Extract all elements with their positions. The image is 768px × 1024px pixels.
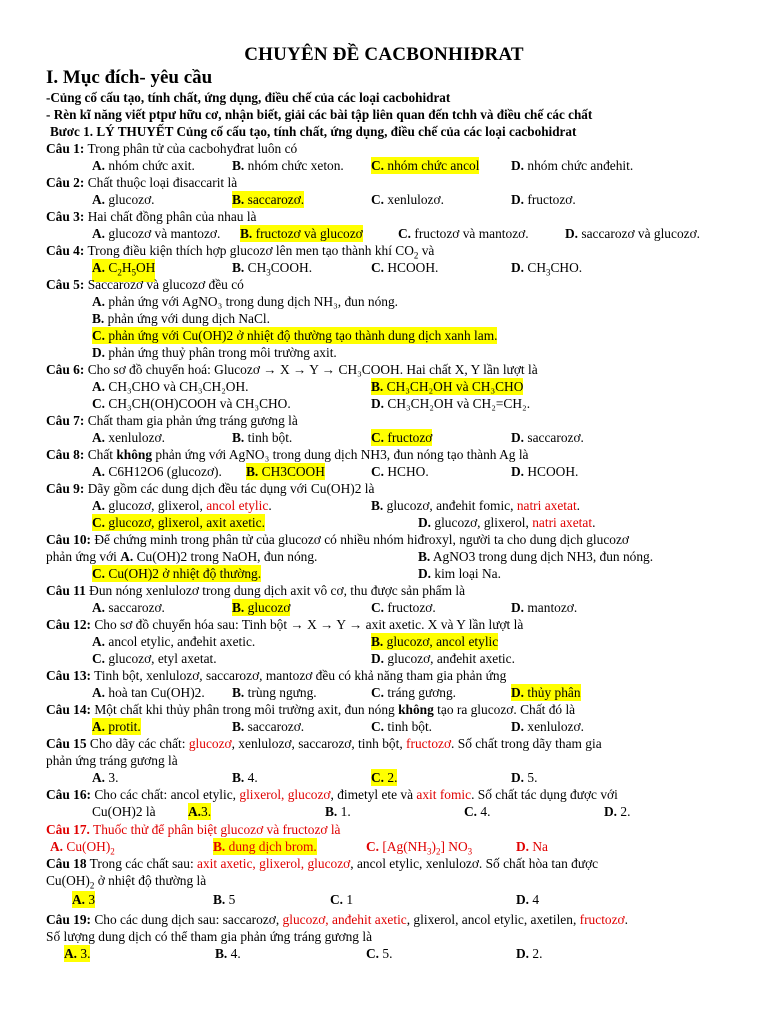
question-11: Câu 11 Đun nóng xenlulozơ trong dung dịch axit vô cơ, thu được sản phẩm là xyxy=(46,583,466,598)
question-10: Câu 10: Để chứng minh trong phân tử của glucozơ có nhiều nhóm hiđroxyl, người ta cho dung dịch glucozơ xyxy=(46,532,630,547)
option-a: A. nhóm chức axit. xyxy=(92,158,195,173)
intro-line-1: -Củng cố cấu tạo, tính chất, ứng dụng, điều chế của các loại cacbohidrat xyxy=(46,90,451,105)
question-18: Câu 18 Trong các chất sau: axit axetic, glixerol, glucozơ, ancol etylic, xenlulozơ. Số chất hòa tan được xyxy=(46,856,599,871)
question-5: Câu 5: Saccarozơ và glucozơ đều có xyxy=(46,277,244,292)
question-14: Câu 14: Một chất khi thủy phân trong môi trường axit, đun nóng không tạo ra glucozơ. Chất đó là xyxy=(46,702,576,717)
question-2: Câu 2: Chất thuộc loại đisaccarit là xyxy=(46,175,238,190)
question-9: Câu 9: Dãy gồm các dung dịch đều tác dụng với Cu(OH)2 là xyxy=(46,481,375,496)
option-b: B. nhóm chức xeton. xyxy=(232,158,344,173)
question-1-options xyxy=(0,157,768,174)
question-4: Câu 4: Trong điều kiện thích hợp glucozơ lên men tạo thành khí $CO_2$ và xyxy=(46,243,435,261)
question-7: Câu 7: Chất tham gia phản ứng tráng gương là xyxy=(46,413,298,428)
question-3-options: A. glucozơ và mantozơ. B. fructozơ và glucozơ C. fructozơ và mantozơ. D. saccarozơ và glucozơ. xyxy=(92,226,701,241)
question-15: Câu 15 Cho dãy các chất: glucozơ, xenlulozơ, saccarozơ, tinh bột, fructozơ. Số chất trong dãy tham gia xyxy=(46,736,602,751)
question-4-options: A. $C_2H_5OH$ B. $CH_3COOH$. C. HCOOH. D. $CH_3CHO$. xyxy=(0,259,768,276)
document-page: CHUYÊN ĐỀ CACBONHIĐRAT I. Mục đích- yêu cầu -Củng cố cấu tạo, tính chất, ứng dụng, điều chế của các loại cacbohidrat - Rèn kĩ năng viết ptpư hữu cơ, nhận biết, giải các bài tập liên quan đến tchh và điều chế các chất Bươc 1. LÝ THUYẾT Củng cố cấu tạo, tính chất, ứng dụng, điều chế của các loại cacbohidrat Câu 1: Trong phân tử của cacbohyđrat luôn có A. nhóm chức axit. B. nhóm chức xeton. C. nhóm chức ancol D. nhóm chức anđehit. Câu 2: Chất thuộc loại đisaccarit là A. glucozơ. B. saccarozơ. C. xenlulozơ. D. fructozơ. Câu 3: Hai chất đồng phân của nhau là A. glucozơ và mantozơ. B. fructozơ và glucozơ C. fructozơ và mantozơ. D. saccarozơ và glucozơ. Câu 4: Trong điều kiện thích hợp glucozơ lên men tạo thành khí $CO_2$ và A. $C_2H_5OH$ B. $CH_3COOH$. C. HCOOH. D. $CH_3CHO$. Câu 5: Saccarozơ và glucozơ đều có A. phản ứng với AgNO₃ trong dung dịch NH₃, đun nóng. B. phản ứng với dung dịch NaCl. C. phản ứng với Cu(OH)2 ở nhiệt độ thường tạo thành dung dịch xanh lam. D. phản ứng thuỷ phân trong môi trường axit. Câu 6: Cho sơ đồ chuyển hoá: Glucozơ → X → Y → CH₃COOH. Hai chất X, Y lần lượt là A. CH₃CHO và CH₃CH₂OH. B. CH₃CH₂OH và CH₃CHO C. CH₃CH(OH)COOH và CH₃CHO. D. CH₃CH₂OH và CH₂=CH₂. Câu 7: Chất tham gia phản ứng tráng gương là A. xenlulozơ. B. tinh bột. C. fructozơ D. saccarozơ. Câu 8: Chất không phản ứng với AgNO₃ trong dung dịch NH3, đun nóng tạo thành Ag là A. C6H12O6 (glucozơ). B. CH3COOH C. HCHO. D. HCOOH. Câu 9: Dãy gồm các dung dịch đều tác dụng với Cu(OH)2 là A. glucozơ, glixerol, ancol etylic. B. glucozơ, anđehit fomic, natri axetat. C. glucozơ, glixerol, axit axetic. D. glucozơ, glixerol, natri axetat. Câu 10: Để chứng minh trong phân tử của glucozơ có nhiều nhóm hiđroxyl, người ta cho dung dịch glucozơ phản ứng với A. Cu(OH)2 trong NaOH, đun nóng. B. AgNO3 trong dung dịch NH3, đun nóng. C. Cu(OH)2 ở nhiệt độ thường. D. kim loại Na. Câu 11 Đun nóng xenlulozơ trong dung dịch axit vô cơ, thu được sản phẩm là A. saccarozơ. B. glucozơ C. fructozơ. D. mantozơ. Câu 12: Cho sơ đồ chuyển hóa sau: Tinh bột → X → Y → axit axetic. X và Y lần lượt là A. ancol etylic, anđehit axetic. B. glucozơ, ancol etylic C. glucozơ, etyl axetat. D. glucozơ, anđehit axetic. Câu 13: Tinh bột, xenlulozơ, saccarozơ, mantozơ đều có khả năng tham gia phản ứng A. hoà tan Cu(OH)2. B. trùng ngưng. C. tráng gương. D. thủy phân Câu 14: Một chất khi thủy phân trong môi trường axit, đun nóng không tạo ra glucozơ. Chất đó là A. protit. B. saccarozơ. C. tinh bột. D. xenlulozơ. Câu 15 Cho dãy các chất: glucozơ, xenlulozơ, saccarozơ, tinh bột, fructozơ. Số chất trong dãy tham gia phản ứng tráng gương là A. 3. B. 4. C. 2. D. 5. Câu 16: Cho các chất: ancol etylic, glixerol, glucozơ, đimetyl ete và axit fomic. Số chất tác dụng được với Cu(OH)2 là A.3. B. 1. C. 4. D. 2. Câu 17. Thuốc thử để phân biệt glucozơ và fructozơ là A. $Cu(OH)_2$ B. dung dịch brom. C. $[Ag(NH_3)_2]$ $NO_3$ D. Na Câu 18 Trong các chất sau: axit axetic, glixerol, glucozơ, ancol etylic, xenlulozơ. Số chất hòa tan được $Cu(OH)_2$ ở nhiệt độ thường là A. 3 B. 5 C. 1 D. 4 Câu 19: Cho các dung dịch sau: saccarozơ, glucozơ, anđehit axetic, glixerol, ancol etylic, axetilen, fructozơ. Số lượng dung dịch có thể tham gia phản ứng tráng gương là A. 3. B. 4. C. 5. D. 2. xyxy=(0,0,768,1024)
intro-line-3: Bươc 1. LÝ THUYẾT Củng cố cấu tạo, tính chất, ứng dụng, điều chế của các loại cacbohidrat xyxy=(50,124,577,139)
question-16: Câu 16: Cho các chất: ancol etylic, glixerol, glucozơ, đimetyl ete và axit fomic. Số chất tác dụng được với xyxy=(46,787,618,802)
question-12: Câu 12: Cho sơ đồ chuyển hóa sau: Tinh bột → X → Y → axit axetic. X và Y lần lượt là xyxy=(46,617,524,632)
question-1: Câu 1: Trong phân tử của cacbohyđrat luôn có xyxy=(46,141,298,156)
page-title: CHUYÊN ĐỀ CACBONHIĐRAT xyxy=(244,44,524,65)
question-19: Câu 19: Cho các dung dịch sau: saccarozơ, glucozơ, anđehit axetic, glixerol, ancol etylic, axetilen, fructozơ. xyxy=(46,912,628,927)
question-3: Câu 3: Hai chất đồng phân của nhau là xyxy=(46,209,257,224)
question-2-options: A. glucozơ. B. saccarozơ. C. xenlulozơ. D. fructozơ. xyxy=(92,192,576,207)
question-6: Câu 6: Cho sơ đồ chuyển hoá: Glucozơ → X → Y → CH₃COOH. Hai chất X, Y lần lượt là xyxy=(46,362,538,377)
intro-line-2: - Rèn kĩ năng viết ptpư hữu cơ, nhận biết, giải các bài tập liên quan đến tchh và điều chế các chất xyxy=(46,107,593,122)
option-d: D. nhóm chức anđehit. xyxy=(511,158,634,173)
option-c-answer: C. nhóm chức ancol xyxy=(371,158,480,173)
question-13: Câu 13: Tinh bột, xenlulozơ, saccarozơ, mantozơ đều có khả năng tham gia phản ứng xyxy=(46,668,507,683)
question-8: Câu 8: Chất không phản ứng với AgNO₃ trong dung dịch NH3, đun nóng tạo thành Ag là xyxy=(46,447,529,462)
question-17: Câu 17. Thuốc thử để phân biệt glucozơ và fructozơ là xyxy=(46,822,341,837)
section-heading: I. Mục đích- yêu cầu xyxy=(46,67,213,88)
